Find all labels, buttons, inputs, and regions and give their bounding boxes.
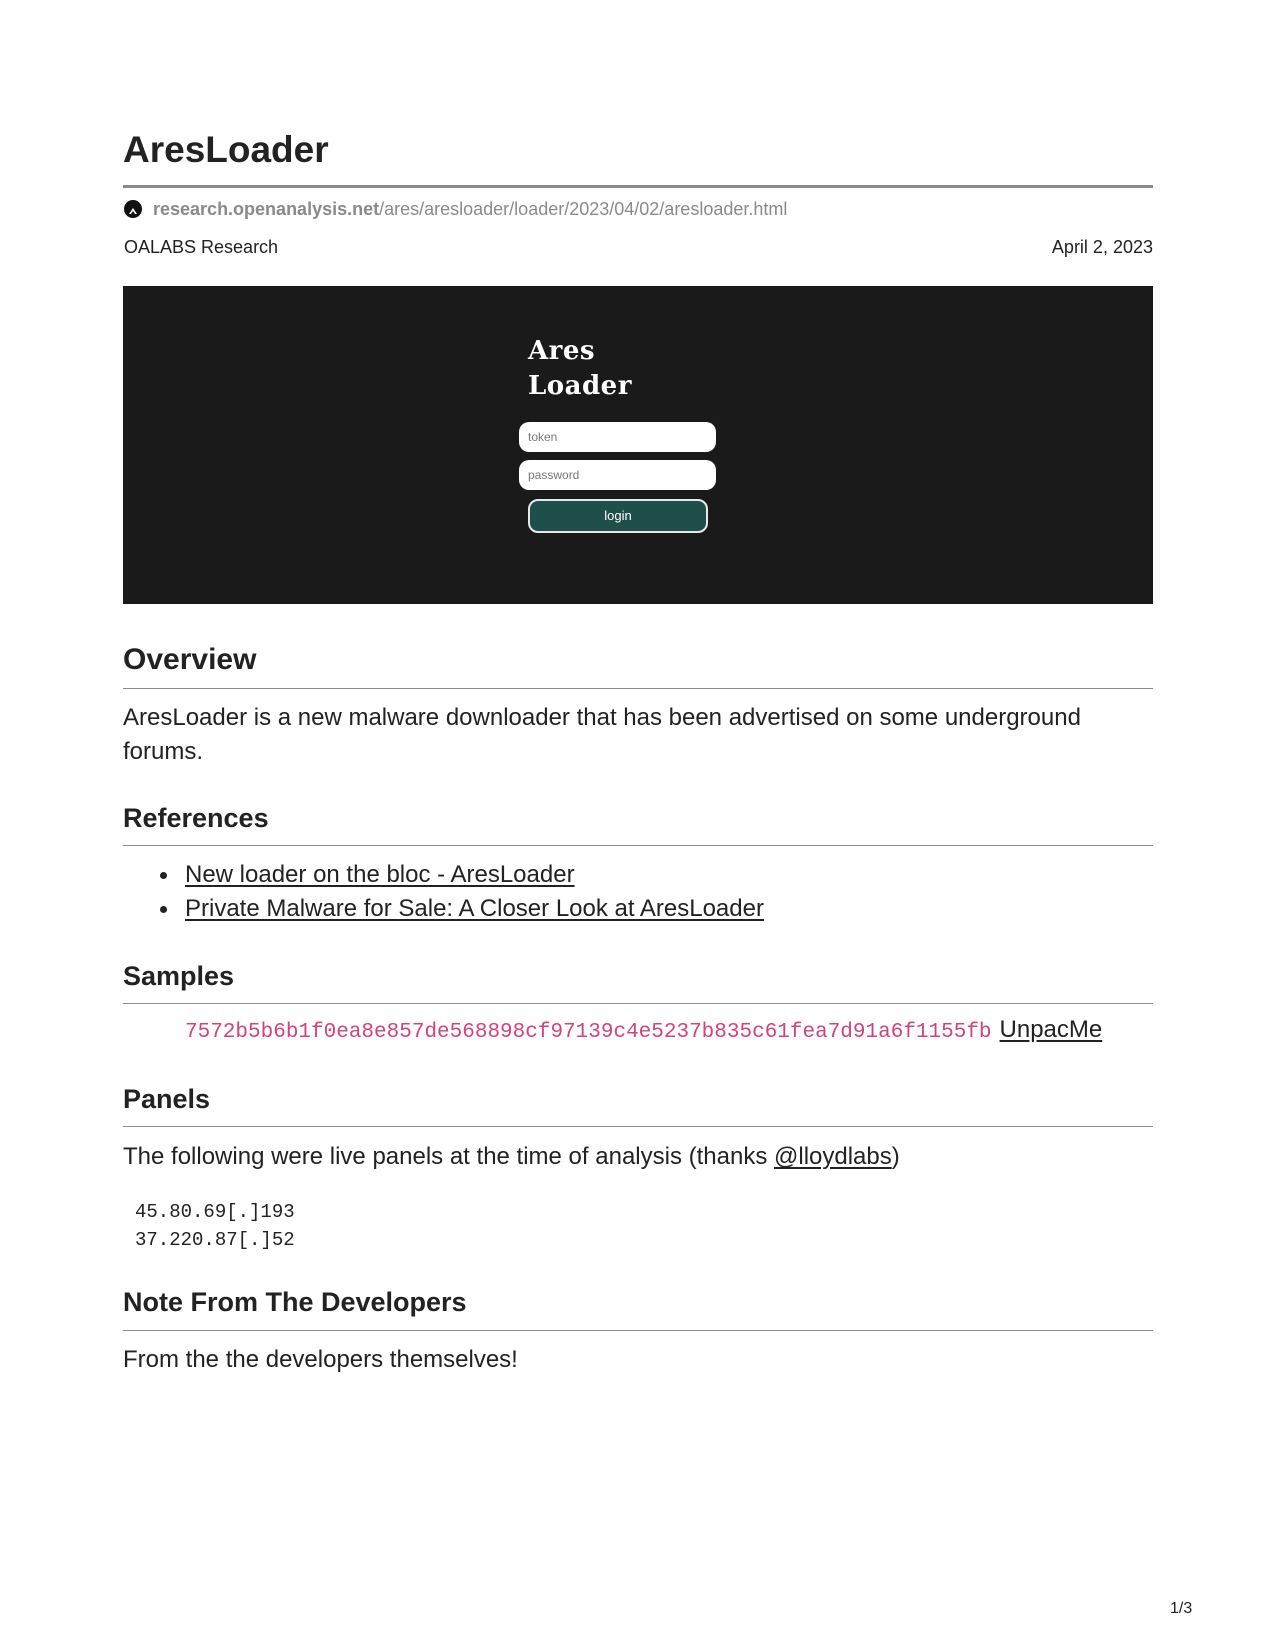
article-meta bbox=[124, 236, 1153, 258]
sample-row bbox=[185, 1016, 1102, 1044]
source-url[interactable] bbox=[123, 197, 787, 221]
list-item bbox=[123, 858, 764, 892]
source-domain: research.openanalysis.net bbox=[153, 198, 380, 219]
article-date: April 2, 2023 bbox=[1051, 237, 1153, 257]
reference-link-2[interactable]: Private Malware for Sale: A Closer Look at AresLoader bbox=[185, 895, 764, 922]
lloydlabs-link[interactable]: @lloydlabs bbox=[774, 1143, 892, 1170]
bullet-icon bbox=[160, 872, 167, 879]
reference-link-1[interactable]: New loader on the bloc - AresLoader bbox=[185, 861, 575, 888]
overview-heading: Overview bbox=[123, 643, 257, 676]
panels-intro bbox=[123, 1140, 1153, 1174]
source-path: /ares/aresloader/loader/2023/04/02/aresloader.html bbox=[379, 198, 788, 219]
panels-intro-before: The following were live panels at the time of analysis (thanks bbox=[123, 1143, 774, 1170]
hero-token-field: token bbox=[519, 422, 716, 452]
unpacme-link[interactable]: UnpacMe bbox=[999, 1016, 1103, 1043]
panel-ip-list bbox=[135, 1198, 295, 1254]
panels-divider bbox=[123, 1126, 1153, 1127]
page-number: 1/3 bbox=[1170, 1600, 1193, 1617]
hero-screenshot bbox=[123, 286, 1153, 604]
hero-title-line2: Loader bbox=[528, 371, 632, 401]
references-heading: References bbox=[123, 803, 269, 833]
samples-heading: Samples bbox=[123, 961, 235, 991]
overview-text: AresLoader is a new malware downloader that has been advertised on some underground forums. bbox=[123, 704, 1081, 765]
note-divider bbox=[123, 1330, 1153, 1331]
globe-icon bbox=[123, 199, 143, 219]
hero-password-field: password bbox=[519, 460, 716, 490]
references-list bbox=[123, 858, 764, 926]
sample-hash: 7572b5b6b1f0ea8e857de568898cf97139c4e5237b835c61fea7d91a6f1155fb bbox=[185, 1021, 992, 1044]
hero-title-line1: Ares bbox=[528, 336, 596, 366]
note-heading: Note From The Developers bbox=[123, 1287, 467, 1317]
samples-divider bbox=[123, 1003, 1153, 1004]
title-divider bbox=[123, 185, 1153, 188]
panels-intro-after: ) bbox=[891, 1143, 900, 1170]
article-author: OALABS Research bbox=[124, 237, 279, 257]
panel-ip: 37.220.87[.]52 bbox=[135, 1229, 295, 1251]
note-text: From the the developers themselves! bbox=[123, 1346, 518, 1373]
article-title: AresLoader bbox=[123, 129, 329, 170]
panel-ip: 45.80.69[.]193 bbox=[135, 1201, 295, 1223]
hero-title bbox=[528, 334, 688, 404]
references-divider bbox=[123, 845, 1153, 846]
overview-divider bbox=[123, 688, 1153, 689]
bullet-icon bbox=[160, 906, 167, 913]
list-item bbox=[123, 892, 764, 926]
hero-login-button: login bbox=[528, 499, 708, 533]
panels-heading: Panels bbox=[123, 1084, 211, 1114]
